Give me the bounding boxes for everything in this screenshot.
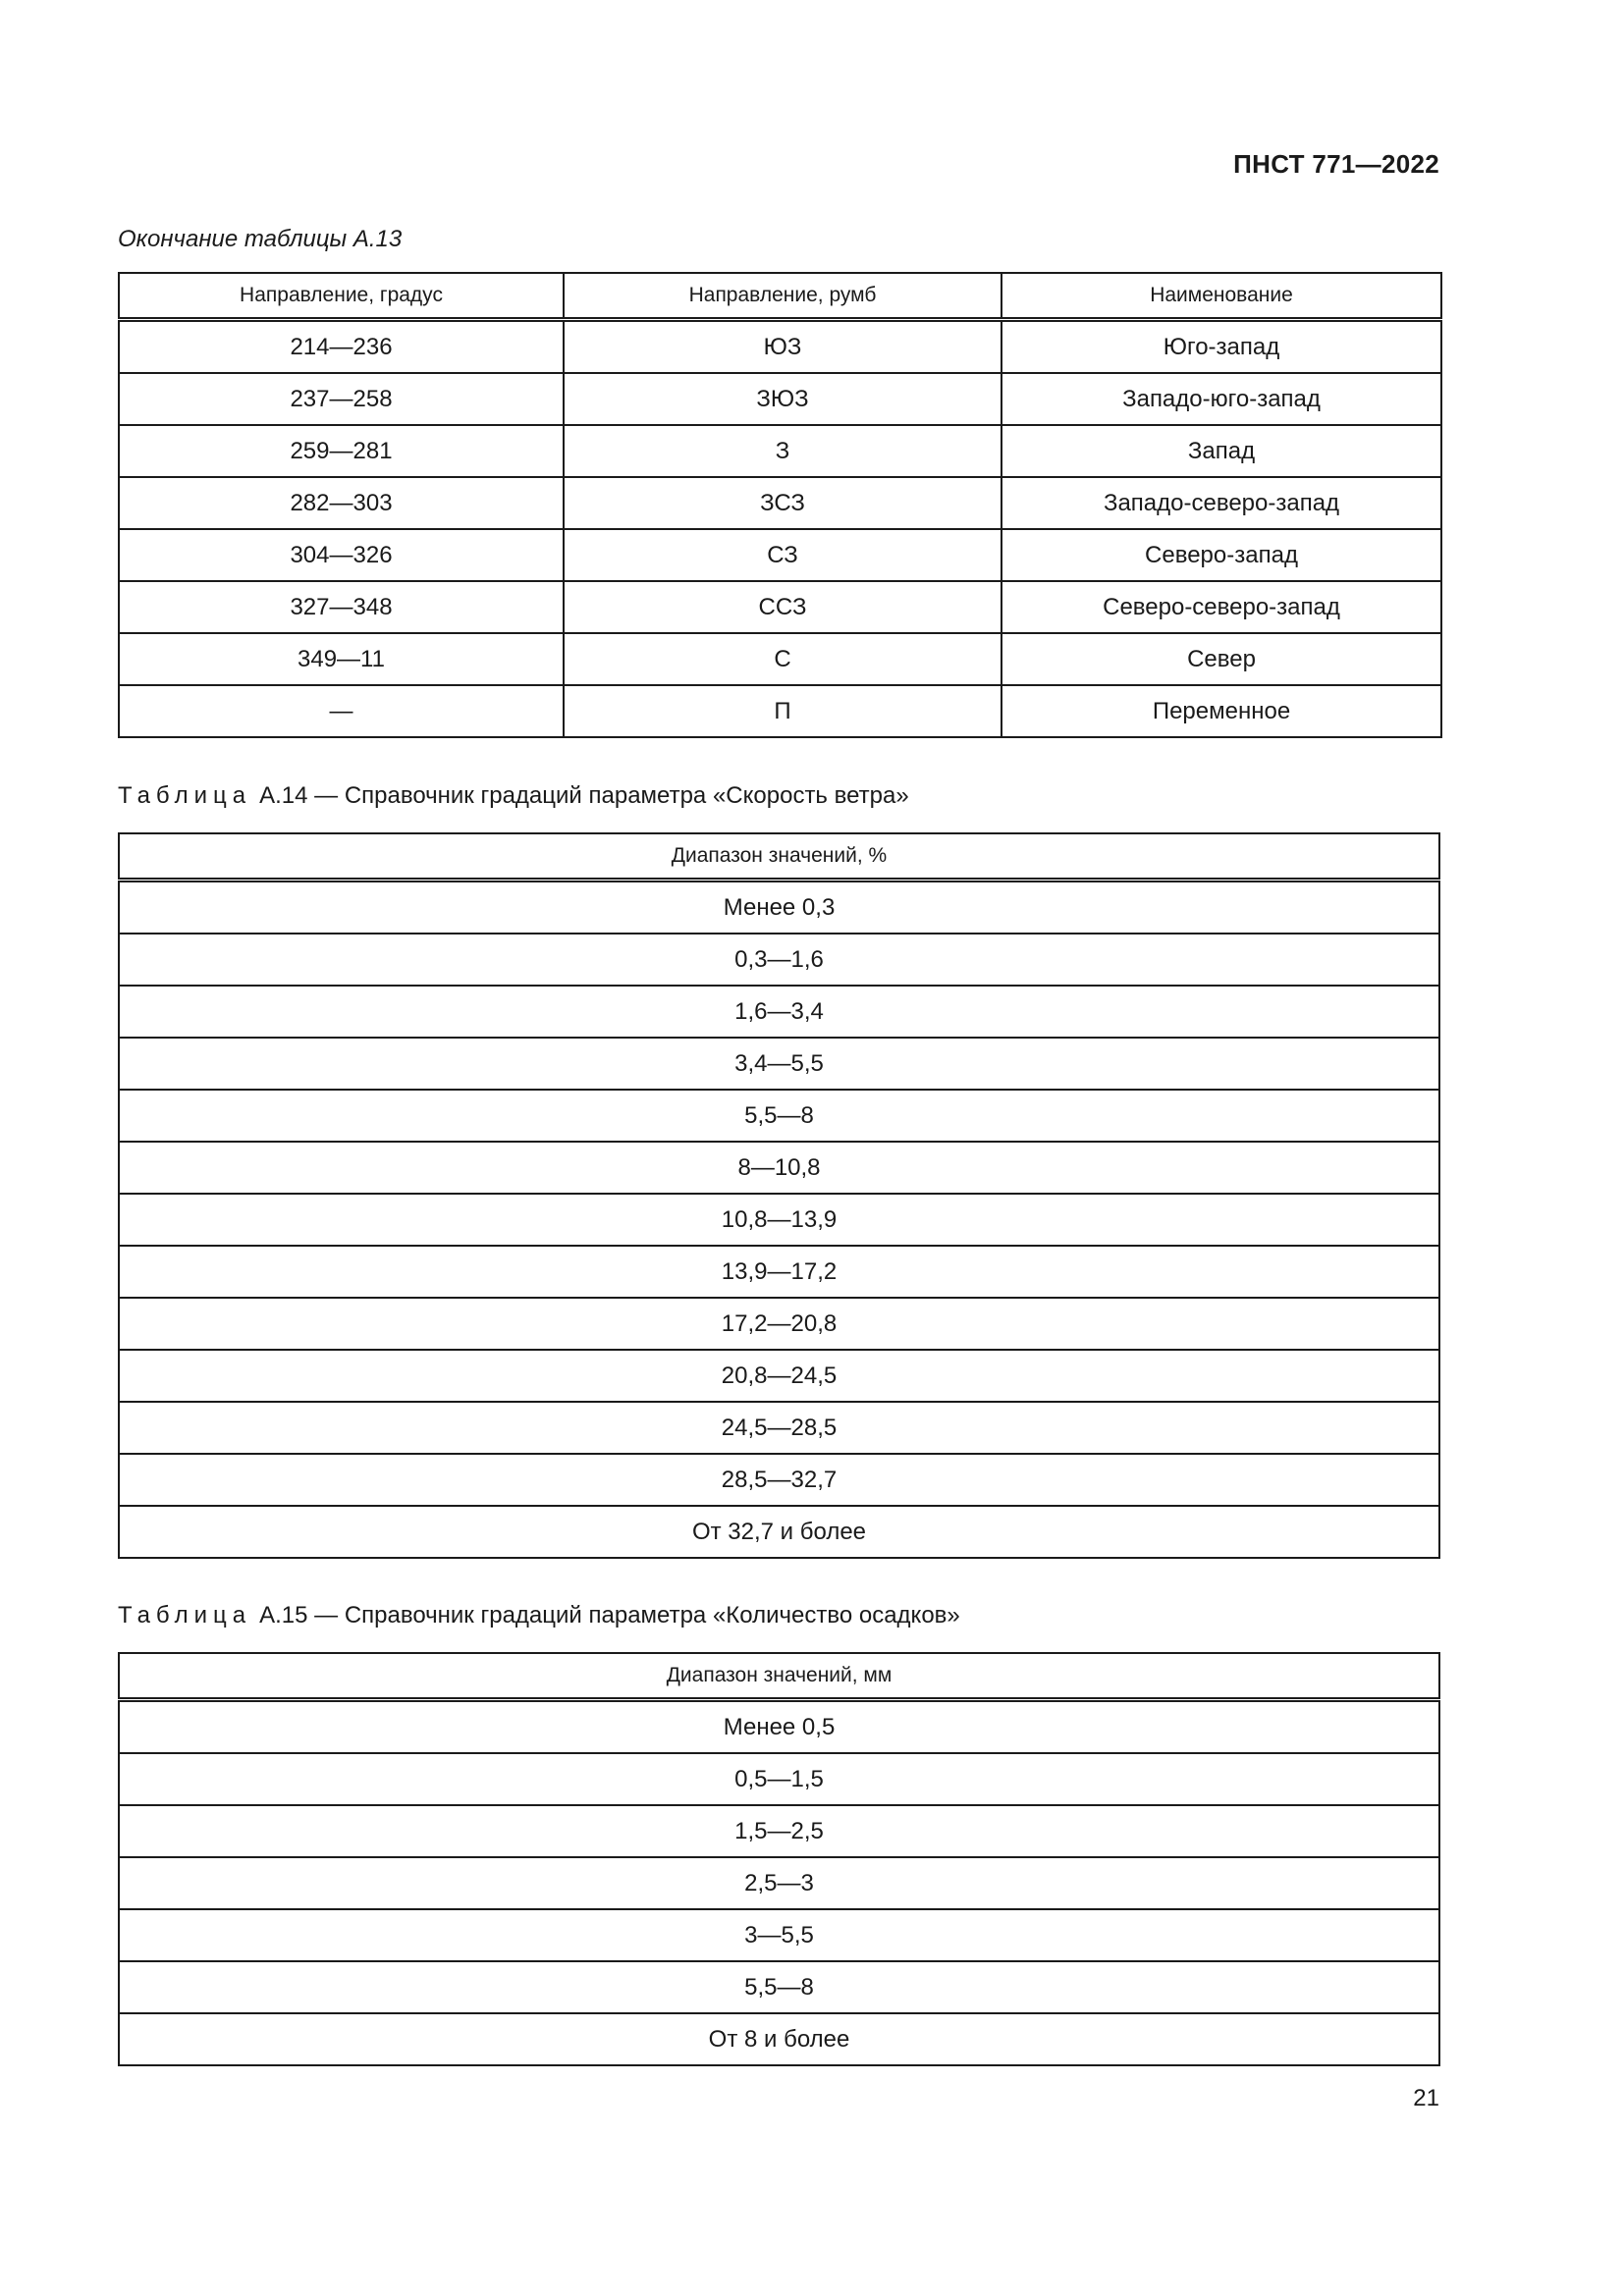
table-row	[119, 425, 1441, 477]
cell-range: 5,5—8	[119, 1961, 1439, 2013]
table-a15	[118, 1652, 1440, 2066]
cell-name: Запад	[1001, 425, 1441, 477]
cell-degree: 327—348	[119, 581, 564, 633]
cell-range: 1,6—3,4	[119, 986, 1439, 1038]
table-row	[119, 529, 1441, 581]
cell-degree: 282—303	[119, 477, 564, 529]
table-row	[119, 1506, 1439, 1558]
cell-range: 1,5—2,5	[119, 1805, 1439, 1857]
cell-name: Север	[1001, 633, 1441, 685]
table-row	[119, 1909, 1439, 1961]
table-row	[119, 1038, 1439, 1090]
table-header-row	[119, 833, 1439, 881]
cell-range: 3,4—5,5	[119, 1038, 1439, 1090]
cell-name: Юго-запад	[1001, 320, 1441, 374]
table-a13-caption: Окончание таблицы А.13	[118, 226, 403, 252]
cell-range: 17,2—20,8	[119, 1298, 1439, 1350]
cell-rhumb: ЮЗ	[564, 320, 1001, 374]
cell-degree: 259—281	[119, 425, 564, 477]
cell-name: Западо-северо-запад	[1001, 477, 1441, 529]
cell-rhumb: ССЗ	[564, 581, 1001, 633]
table-row	[119, 1298, 1439, 1350]
table-header-row	[119, 273, 1441, 320]
cell-rhumb: С	[564, 633, 1001, 685]
table-row	[119, 1142, 1439, 1194]
column-header-range: Диапазон значений, %	[119, 833, 1439, 881]
cell-range: Менее 0,5	[119, 1700, 1439, 1754]
table-a15-caption-title: А.15 — Справочник градаций параметра «Количество осадков»	[259, 1602, 960, 1629]
table-row	[119, 1350, 1439, 1402]
cell-range: 8—10,8	[119, 1142, 1439, 1194]
cell-rhumb: ЗСЗ	[564, 477, 1001, 529]
table-row	[119, 1402, 1439, 1454]
cell-name: Западо-юго-запад	[1001, 373, 1441, 425]
cell-range: От 32,7 и более	[119, 1506, 1439, 1558]
cell-rhumb: П	[564, 685, 1001, 737]
cell-degree: 304—326	[119, 529, 564, 581]
table-row	[119, 1753, 1439, 1805]
document-code: ПНСТ 771—2022	[1233, 149, 1439, 179]
table-row	[119, 1857, 1439, 1909]
table-row	[119, 320, 1441, 374]
cell-range: 2,5—3	[119, 1857, 1439, 1909]
cell-degree: 214—236	[119, 320, 564, 374]
table-a15-caption	[118, 1602, 960, 1629]
cell-range: 5,5—8	[119, 1090, 1439, 1142]
table-header-row	[119, 1653, 1439, 1700]
cell-name: Северо-запад	[1001, 529, 1441, 581]
table-row	[119, 581, 1441, 633]
table-a14-caption	[118, 782, 909, 810]
cell-rhumb: СЗ	[564, 529, 1001, 581]
cell-range: 3—5,5	[119, 1909, 1439, 1961]
cell-range: 20,8—24,5	[119, 1350, 1439, 1402]
table-row	[119, 633, 1441, 685]
cell-range: 24,5—28,5	[119, 1402, 1439, 1454]
cell-name: Северо-северо-запад	[1001, 581, 1441, 633]
table-row	[119, 881, 1439, 934]
cell-rhumb: ЗЮЗ	[564, 373, 1001, 425]
table-row	[119, 373, 1441, 425]
table-row	[119, 1454, 1439, 1506]
cell-degree: 237—258	[119, 373, 564, 425]
table-row	[119, 934, 1439, 986]
table-row	[119, 1700, 1439, 1754]
table-a13	[118, 272, 1442, 738]
cell-range: Менее 0,3	[119, 881, 1439, 934]
table-a14-caption-word: Таблица	[118, 782, 252, 809]
table-a14	[118, 832, 1440, 1559]
table-row	[119, 986, 1439, 1038]
cell-range: 13,9—17,2	[119, 1246, 1439, 1298]
column-header-rhumb: Направление, румб	[564, 273, 1001, 320]
column-header-degree: Направление, градус	[119, 273, 564, 320]
column-header-name: Наименование	[1001, 273, 1441, 320]
page-number: 21	[1413, 2085, 1439, 2111]
cell-range: 28,5—32,7	[119, 1454, 1439, 1506]
table-a14-caption-title: А.14 — Справочник градаций параметра «Скорость ветра»	[259, 782, 909, 809]
cell-range: 0,3—1,6	[119, 934, 1439, 986]
column-header-range: Диапазон значений, мм	[119, 1653, 1439, 1700]
cell-degree: 349—11	[119, 633, 564, 685]
table-row	[119, 1090, 1439, 1142]
cell-rhumb: З	[564, 425, 1001, 477]
table-row	[119, 685, 1441, 737]
cell-degree: —	[119, 685, 564, 737]
cell-range: 0,5—1,5	[119, 1753, 1439, 1805]
table-row	[119, 1805, 1439, 1857]
cell-range: 10,8—13,9	[119, 1194, 1439, 1246]
table-a15-caption-word: Таблица	[118, 1602, 252, 1629]
cell-range: От 8 и более	[119, 2013, 1439, 2065]
table-row	[119, 2013, 1439, 2065]
table-row	[119, 1246, 1439, 1298]
table-row	[119, 477, 1441, 529]
cell-name: Переменное	[1001, 685, 1441, 737]
table-row	[119, 1194, 1439, 1246]
table-row	[119, 1961, 1439, 2013]
